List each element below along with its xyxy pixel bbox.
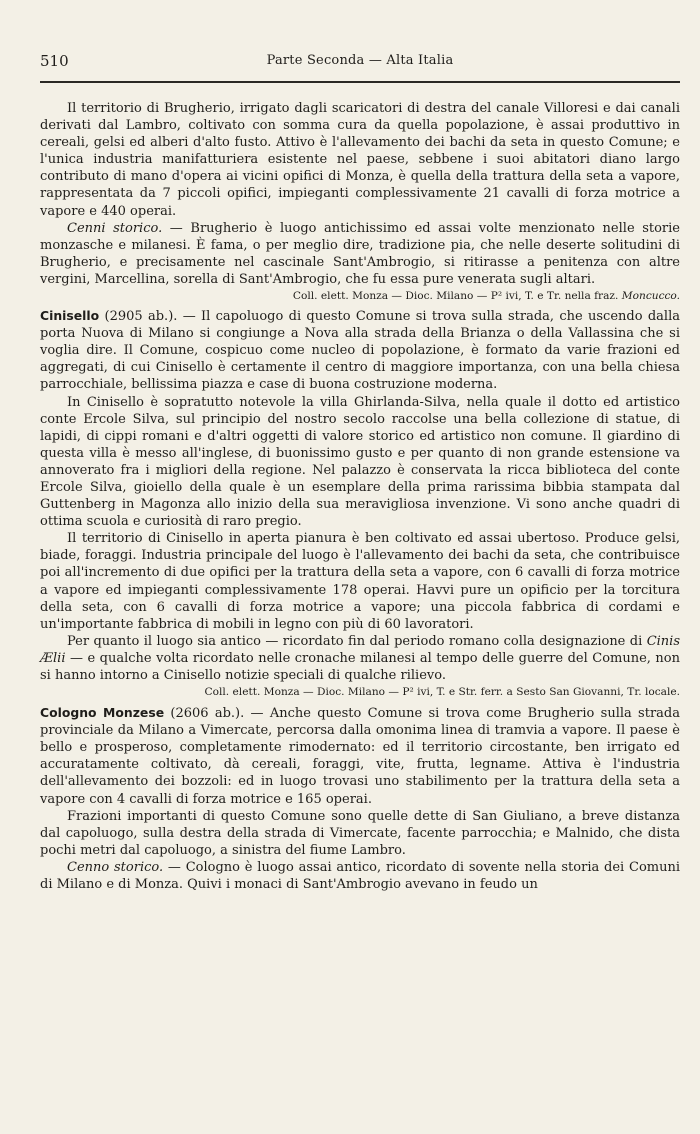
brugherio-collegio-line	[40, 289, 680, 304]
brugherio-history-lead: Cenni storico.	[67, 220, 163, 236]
cologno-heading: Cologno Monzese	[40, 705, 165, 721]
cologno-intro-text: (2606 ab.). — Anche questo Comune si trova come Brugherio sulla strada provinciale da Milano a Vimercate, percorsa dalla omonima linea di tramvia a vapore. Il paese è bello e prosperoso, completamente rimodernato: ed il territorio circostante, ben irrigato ed accuratamente coltivato, dà cereali, foraggi, vite, frutta, legname. Attiva è l'industria dell'allevamento dei bozzoli: ed in luogo trovasi uno stabilimento per la trattura della seta a vapore con 4 cavalli di forza motrice e 165 operai.	[40, 706, 680, 807]
header-rule	[40, 81, 680, 83]
page-number: 510	[40, 52, 69, 70]
cinisello-history-text-a: Per quanto il luogo sia antico — ricordato fin dal periodo romano colla designazione di	[67, 633, 647, 649]
cinisello-collegio-line: Coll. elett. Monza — Dioc. Milano — P² ivi, T. e Str. ferr. a Sesto San Giovanni, Tr. locale.	[204, 686, 680, 699]
brugherio-paragraph-1: Il territorio di Brugherio, irrigato dagli scaricatori di destra del canale Villoresi e dai canali derivati dal Lambro, coltivato con somma cura da quella popolazione, è assai produttivo in cereali, gelsi ed alberi d'alto fusto. Attivo è l'allevamento dei bachi da seta in questo Comune; e l'unica industria manifatturiera esistente nel paese, sebbene i suoi abitatori diano largo contributo di mano d'opera ai vicini opifici di Monza, è quella della trattura della seta a vapore, rappresentata da 7 piccoli opifici, impieganti complessivamente 21 cavalli di forza motrice a vapore e 440 operai.	[40, 101, 680, 219]
cinisello-intro-text: (2905 ab.). — Il capoluogo di questo Comune si trova sulla strada, che uscendo dalla porta Nuova di Milano si congiunge a Nova alla strada della Brianza o della Vallassina che si voglia dire. Il Comune, cospicuo come nucleo di popolazione, è formato da varie frazioni ed aggregati, di cui Cinisello è certamente il centro di maggiore importanza, con una bella chiesa parrocchiale, bellissima piazza e case di buona costruzione moderna.	[40, 309, 680, 393]
brugherio-paragraph-2	[40, 220, 680, 288]
cologno-paragraph-1	[40, 704, 680, 808]
page-body	[40, 100, 680, 893]
brugherio-collegio-text: Coll. elett. Monza — Dioc. Milano — P² ivi, T. e Tr. nella fraz.	[292, 290, 622, 303]
cinisello-paragraph-2: In Cinisello è sopratutto notevole la villa Ghirlanda-Silva, nella quale il dotto ed artistico conte Ercole Silva, sul principio del nostro secolo raccolse una bella collezione di statue, di lapidi, di cippi romani e d'altri oggetti di valore storico ed artistico non comune. Il giardino di questa villa è messo all'inglese, di buonissimo gusto e per quanto di non grande estensione va annoverato fra i migliori della regione. Nel palazzo è conservata la ricca biblioteca del conte Ercole Silva, gioiello della quale è un esemplare della prima rarissima bibbia stampata dal Guttenberg in Magonza allo inizio della sua meravigliosa invenzione. Vi sono anche quadri di ottima scuola e curiosità di raro pregio.	[40, 394, 680, 530]
cologno-history-lead: Cenno storico.	[67, 859, 164, 875]
cinisello-paragraph-1	[40, 307, 680, 393]
cinisello-history-text-b: — e qualche volta ricordato nelle cronache milanesi al tempo delle guerre del Comune, non si hanno intorno a Cinisello notizie speciali di qualche rilievo.	[40, 650, 680, 683]
cologno-paragraph-2: Frazioni importanti di questo Comune sono quelle dette di San Giuliano, a breve distanza dal capoluogo, sulla destra della strada di Vimercate, facente parrocchia; e Malnido, che dista pochi metri dal capoluogo, a sinistra del fiume Lambro.	[40, 808, 680, 858]
cologno-history-text: — Cologno è luogo assai antico, ricordato di sovente nella storia dei Comuni di Milano e di Monza. Quivi i monaci di Sant'Ambrogio avevano in feudo un	[40, 859, 681, 893]
cinisello-latin-name: Cinis Ælii	[40, 633, 680, 666]
page-header	[40, 52, 680, 74]
cinisello-paragraph-3: Il territorio di Cinisello in aperta pianura è ben coltivato ed assai ubertoso. Produce gelsi, biade, foraggi. Industria principale del luogo è l'allevamento dei bachi da seta, che contribuisce poi all'incremento di due opifici per la trattura della seta a vapore, con 6 cavalli di forza motrice a vapore ed impieganti complessivamente 178 operai. Havvi pure un opificio per la torcitura della seta, con 6 cavalli di forza motrice a vapore; una piccola fabbrica di cordami e un'importante fabbrica di mobili in legno con più di 60 lavoratori.	[40, 531, 680, 632]
cinisello-paragraph-4	[40, 633, 680, 684]
brugherio-history-text: — Brugherio è luogo antichissimo ed assai volte menzionato nelle storie monzasche e milanesi. È fama, o per meglio dire, tradizione pia, che nelle deserte solitudini di Brugherio, e precisamente nel cascinale Sant'Ambrogio, si ritirasse a penitenza con altre vergini, Marcellina, sorella di Sant'Ambrogio, che fu essa pure venerata sugli altari.	[40, 220, 680, 287]
running-title: Parte Seconda — Alta Italia	[266, 53, 454, 68]
brugherio-collegio-fraz: Moncucco.	[621, 290, 680, 303]
cologno-paragraph-3	[40, 859, 680, 893]
cinisello-heading: Cinisello	[40, 308, 100, 324]
